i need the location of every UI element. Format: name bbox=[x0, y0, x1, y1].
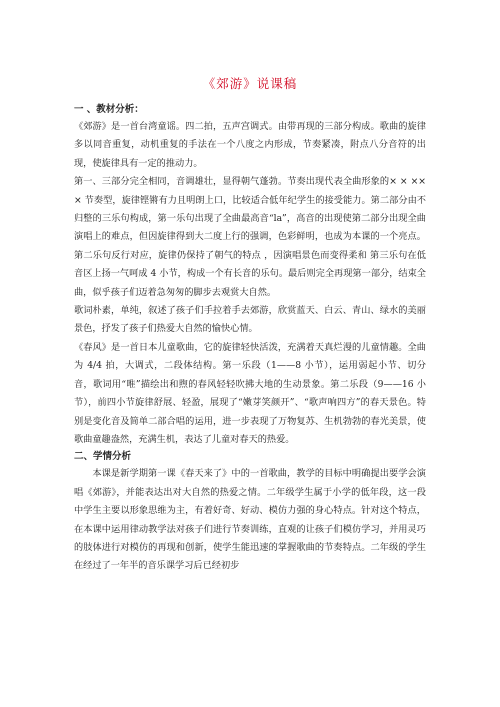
document-title: 《郊游》说课稿 bbox=[202, 76, 298, 91]
paragraph-intro: 《郊游》是一首台湾童谣。四二拍，五声宫调式。由带再现的三部分构成。歌曲的旋律多以同音重复，动机重复的手法在一个八度之内形成，节奏紧凑，附点八分音符的出现，使旋律具有一定的推动力。 bbox=[74, 121, 426, 169]
paragraph-student-analysis: 本课是新学期第一课《春天来了》中的一首歌曲，教学的目标中明确提出要学会演唱《郊游》，并能表达出对大自然的热爱之情。二年级学生属于小学的低年段，这一段中学生主要以形象思维为主，有着好奇、好动、模仿力强的身心特点。针对这个特点，在本课中运用律动教学法对孩子们进行节奏训练，直观的让孩子们模仿学习，并用灵巧的肢体进行对模仿的再现和创新，使学生能迅速的掌握歌曲的节奏特点。二年级的学生在经过了一年半的音乐课学习后已经初步 bbox=[74, 468, 426, 572]
paragraph-structure: 第一、三部分完全相同，音调雄壮，显得朝气蓬勃。节奏出现代表全曲形象的× × ×× × 节奏型，旋律铿锵有力且明朗上口，比较适合低年纪学生的接受能力。第二部分由不归整的三乐句构成，第一乐句出现了全曲最高音“la”，高音的出现使第二部分出现全曲演唱上的难点，但因旋律得到大二度上行的强调，色彩鲜明，也成为本课的一个亮点。第二乐句反行对应，旋律仍保持了朝气的特点 ，因演唱景色而变得柔和 第三乐句在低音区上扬一气呵成 4 小节，构成一个有长音的乐句。最后则完全再现第一部分，结束全曲，似乎孩子们迈着急匆匆的脚步去观赏大自然。 bbox=[74, 176, 426, 298]
section-heading-student-analysis: 二、学情分析 bbox=[74, 451, 132, 463]
section-heading-textbook-analysis: 一 、教材分析： bbox=[74, 104, 144, 115]
paragraph-spring-wind: 《春风》是一首日本儿童歌曲，它的旋律轻快活泼，充满着天真烂漫的儿童情趣。全曲为 4/4 拍，大调式，二段体结构。第一乐段（1——8 小节），运用弱起小节、切分音，歌词用“唯”描绘出和煦的春风轻轻吹拂大地的生动景象。第二乐段（9——16 小节），前四小节旋律舒展、轻盈，展现了“嫩芽笑颜开”、“歌声响四方”的春天景色。特别是变化音及简单二部合唱的运用，进一步表现了万物复苏、生机勃勃的春光美景，使歌曲童趣盎然，充满生机，表达了儿童对春天的热爱。 bbox=[74, 341, 426, 445]
paragraph-lyrics: 歌词朴素，单纯，叙述了孩子们手拉着手去郊游，欣赏蓝天、白云、青山、绿水的美丽景色，抒发了孩子们热爱大自然的愉快心情。 bbox=[74, 305, 426, 335]
